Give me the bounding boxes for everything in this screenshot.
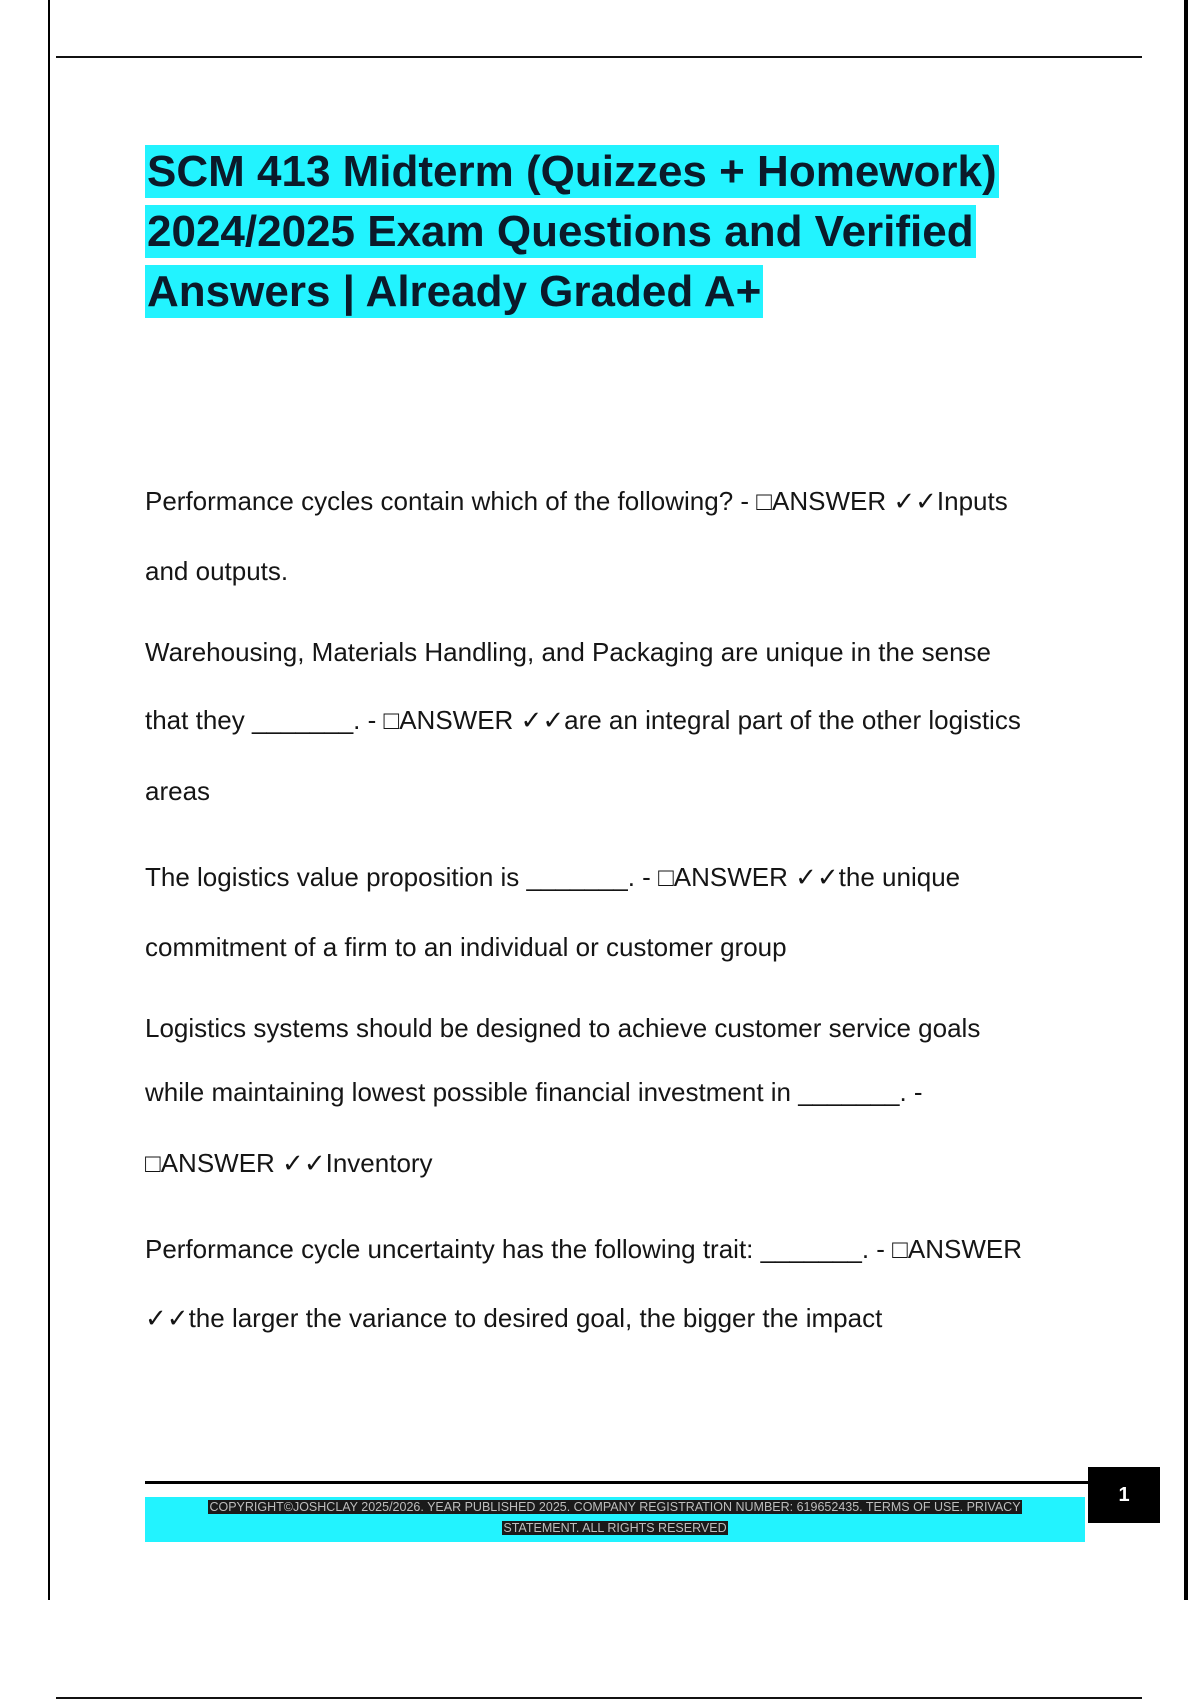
footer-copyright [145,1497,1085,1542]
qa-line: and outputs. [145,556,289,586]
copyright-line-2: STATEMENT. ALL RIGHTS RESERVED [503,1521,727,1535]
bottom-rule [56,1697,1142,1699]
title-line-3: Answers | Already Graded A+ [147,267,762,316]
qa-line: Performance cycles contain which of the following? - □ANSWER ✓✓Inputs [145,486,1008,516]
qa-line: while maintaining lowest possible financial investment in _______. - [145,1077,923,1107]
qa-line: The logistics value proposition is _______. - □ANSWER ✓✓the unique [145,862,961,892]
qa-line: commitment of a firm to an individual or customer group [145,932,787,962]
page-number: 1 [1088,1467,1160,1523]
header-rule [56,56,1142,58]
qa-line: Performance cycle uncertainty has the following trait: _______. - □ANSWER [145,1234,1022,1264]
title-line-1: SCM 413 Midterm (Quizzes + Homework) [147,147,997,196]
page-border-right [1184,0,1188,1600]
qa-line: Logistics systems should be designed to achieve customer service goals [145,1013,981,1043]
qa-line: Warehousing, Materials Handling, and Packaging are unique in the sense [145,637,992,667]
page-border-left [48,0,50,1600]
footer-rule [145,1481,1090,1484]
qa-line: □ANSWER ✓✓Inventory [145,1148,433,1178]
qa-line: areas [145,776,211,806]
document-title [145,142,1105,322]
title-line-2: 2024/2025 Exam Questions and Verified [147,207,974,256]
qa-line: ✓✓the larger the variance to desired goal, the bigger the impact [145,1303,883,1333]
copyright-line-1: COPYRIGHT©JOSHCLAY 2025/2026. YEAR PUBLISHED 2025. COMPANY REGISTRATION NUMBER: 619652435. TERMS OF USE. PRIVACY [209,1500,1021,1514]
qa-line: that they _______. - □ANSWER ✓✓are an integral part of the other logistics [145,705,1021,735]
